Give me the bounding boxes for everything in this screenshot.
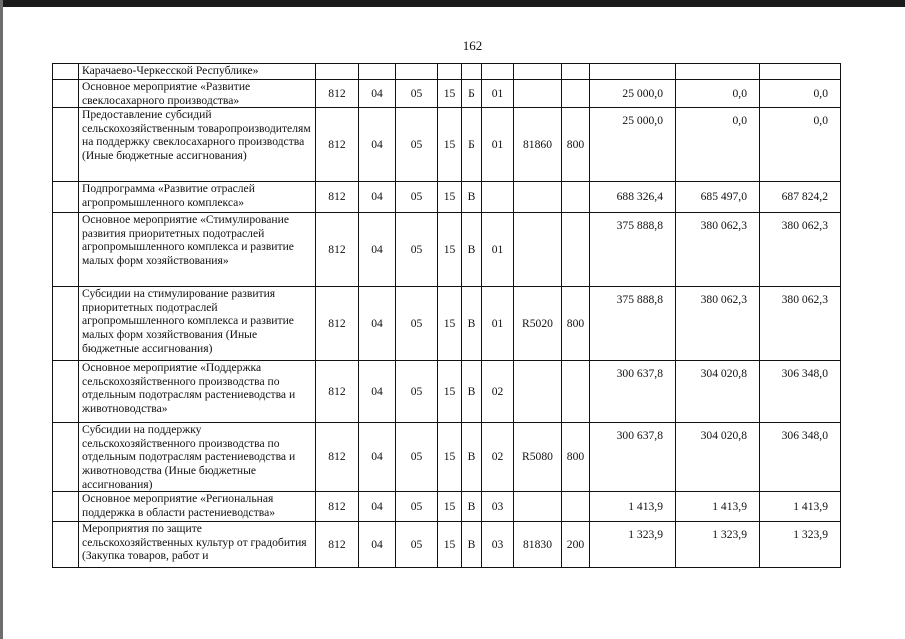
expense-code: 81830 <box>514 522 562 568</box>
ministry-code: 812 <box>316 423 359 492</box>
section-code: 04 <box>359 522 396 568</box>
page-number: 162 <box>462 38 483 53</box>
amount-year-3 <box>760 64 841 80</box>
row-margin-cell <box>53 423 79 492</box>
expense-type-code <box>562 492 590 522</box>
row-name: Основное мероприятие «Развитие свеклосахарного производства» <box>79 80 316 108</box>
section-code: 04 <box>359 361 396 423</box>
amount-year-1 <box>590 64 676 80</box>
subsection-code: 05 <box>396 492 438 522</box>
expense-type-code: 800 <box>562 108 590 182</box>
table-row <box>53 361 841 423</box>
scan-edge-left <box>0 0 3 639</box>
row-name: Основное мероприятие «Поддержка сельскохозяйственного производства по отдельным подотраслям растениеводства и животноводства» <box>79 361 316 423</box>
ministry-code: 812 <box>316 522 359 568</box>
subsection-code <box>396 64 438 80</box>
section-code: 04 <box>359 108 396 182</box>
program-code: 15 <box>438 80 462 108</box>
amount-year-1: 300 637,8 <box>590 423 676 492</box>
ministry-code <box>316 64 359 80</box>
subprogram-code: В <box>462 492 482 522</box>
amount-year-2: 685 497,0 <box>676 182 760 213</box>
event-code: 02 <box>482 423 514 492</box>
table-body <box>53 64 841 568</box>
program-code: 15 <box>438 182 462 213</box>
event-code: 03 <box>482 522 514 568</box>
subsection-code: 05 <box>396 423 438 492</box>
expense-code <box>514 80 562 108</box>
expense-type-code: 200 <box>562 522 590 568</box>
section-code: 04 <box>359 80 396 108</box>
amount-year-3: 380 062,3 <box>760 287 841 361</box>
ministry-code: 812 <box>316 213 359 287</box>
amount-year-3: 687 824,2 <box>760 182 841 213</box>
amount-year-1: 300 637,8 <box>590 361 676 423</box>
ministry-code: 812 <box>316 287 359 361</box>
subprogram-code <box>462 64 482 80</box>
subprogram-code: В <box>462 182 482 213</box>
table-row <box>53 287 841 361</box>
expense-code <box>514 182 562 213</box>
ministry-code: 812 <box>316 361 359 423</box>
amount-year-3: 1 413,9 <box>760 492 841 522</box>
event-code: 01 <box>482 108 514 182</box>
amount-year-1: 25 000,0 <box>590 80 676 108</box>
row-margin-cell <box>53 108 79 182</box>
amount-year-3: 306 348,0 <box>760 361 841 423</box>
row-margin-cell <box>53 287 79 361</box>
amount-year-2: 1 323,9 <box>676 522 760 568</box>
table-row <box>53 108 841 182</box>
row-margin-cell <box>53 80 79 108</box>
expense-code <box>514 492 562 522</box>
event-code: 01 <box>482 80 514 108</box>
row-name: Подпрограмма «Развитие отраслей агропромышленного комплекса» <box>79 182 316 213</box>
row-name: Основное мероприятие «Региональная поддержка в области растениеводства» <box>79 492 316 522</box>
subprogram-code: В <box>462 423 482 492</box>
expense-code <box>514 64 562 80</box>
scan-edge-top <box>0 0 905 7</box>
expense-code <box>514 213 562 287</box>
expense-code: 81860 <box>514 108 562 182</box>
event-code: 02 <box>482 361 514 423</box>
amount-year-2: 380 062,3 <box>676 287 760 361</box>
budget-table <box>52 63 841 568</box>
event-code: 01 <box>482 213 514 287</box>
table-row <box>53 423 841 492</box>
amount-year-3: 380 062,3 <box>760 213 841 287</box>
subprogram-code: В <box>462 287 482 361</box>
row-margin-cell <box>53 522 79 568</box>
event-code <box>482 64 514 80</box>
expense-type-code <box>562 64 590 80</box>
amount-year-1: 25 000,0 <box>590 108 676 182</box>
row-name: Карачаево-Черкесской Республике» <box>79 64 316 80</box>
section-code: 04 <box>359 492 396 522</box>
subsection-code: 05 <box>396 213 438 287</box>
expense-type-code <box>562 80 590 108</box>
row-name: Субсидии на поддержку сельскохозяйственного производства по отдельным подотраслям растениеводства и животноводства (Иные бюджетные ассигнования) <box>79 423 316 492</box>
expense-code: R5020 <box>514 287 562 361</box>
table-row <box>53 213 841 287</box>
amount-year-2: 0,0 <box>676 108 760 182</box>
amount-year-3: 0,0 <box>760 80 841 108</box>
row-name: Субсидии на стимулирование развития приоритетных подотраслей агропромышленного комплекса и развитие малых форм хозяйствования (Иные бюджетные ассигнования) <box>79 287 316 361</box>
section-code: 04 <box>359 423 396 492</box>
event-code: 03 <box>482 492 514 522</box>
expense-code: R5080 <box>514 423 562 492</box>
program-code: 15 <box>438 522 462 568</box>
section-code: 04 <box>359 213 396 287</box>
subsection-code: 05 <box>396 361 438 423</box>
ministry-code: 812 <box>316 182 359 213</box>
program-code <box>438 64 462 80</box>
amount-year-3: 0,0 <box>760 108 841 182</box>
program-code: 15 <box>438 108 462 182</box>
amount-year-2: 304 020,8 <box>676 361 760 423</box>
subsection-code: 05 <box>396 522 438 568</box>
table-row <box>53 182 841 213</box>
event-code <box>482 182 514 213</box>
ministry-code: 812 <box>316 80 359 108</box>
program-code: 15 <box>438 492 462 522</box>
row-margin-cell <box>53 64 79 80</box>
amount-year-2 <box>676 64 760 80</box>
amount-year-2: 1 413,9 <box>676 492 760 522</box>
subprogram-code: В <box>462 361 482 423</box>
subprogram-code: Б <box>462 80 482 108</box>
amount-year-3: 306 348,0 <box>760 423 841 492</box>
amount-year-1: 688 326,4 <box>590 182 676 213</box>
expense-type-code <box>562 182 590 213</box>
event-code: 01 <box>482 287 514 361</box>
subsection-code: 05 <box>396 182 438 213</box>
expense-type-code: 800 <box>562 287 590 361</box>
section-code <box>359 64 396 80</box>
expense-type-code <box>562 361 590 423</box>
subprogram-code: В <box>462 522 482 568</box>
row-margin-cell <box>53 492 79 522</box>
expense-type-code: 800 <box>562 423 590 492</box>
amount-year-3: 1 323,9 <box>760 522 841 568</box>
subsection-code: 05 <box>396 108 438 182</box>
row-margin-cell <box>53 182 79 213</box>
row-name: Основное мероприятие «Стимулирование развития приоритетных подотраслей агропромышленного комплекса и развитие малых форм хозяйствования» <box>79 213 316 287</box>
amount-year-1: 375 888,8 <box>590 213 676 287</box>
section-code: 04 <box>359 287 396 361</box>
expense-type-code <box>562 213 590 287</box>
table-row <box>53 492 841 522</box>
program-code: 15 <box>438 213 462 287</box>
subsection-code: 05 <box>396 80 438 108</box>
program-code: 15 <box>438 361 462 423</box>
amount-year-1: 375 888,8 <box>590 287 676 361</box>
table-row <box>53 80 841 108</box>
row-margin-cell <box>53 361 79 423</box>
amount-year-1: 1 323,9 <box>590 522 676 568</box>
amount-year-2: 0,0 <box>676 80 760 108</box>
amount-year-2: 304 020,8 <box>676 423 760 492</box>
program-code: 15 <box>438 423 462 492</box>
ministry-code: 812 <box>316 492 359 522</box>
subprogram-code: Б <box>462 108 482 182</box>
row-name: Предоставление субсидий сельскохозяйственным товаропроизводителям на поддержку свеклосахарного производства (Иные бюджетные ассигнования) <box>79 108 316 182</box>
ministry-code: 812 <box>316 108 359 182</box>
expense-code <box>514 361 562 423</box>
amount-year-1: 1 413,9 <box>590 492 676 522</box>
subprogram-code: В <box>462 213 482 287</box>
amount-year-2: 380 062,3 <box>676 213 760 287</box>
table-row <box>53 522 841 568</box>
section-code: 04 <box>359 182 396 213</box>
table-row <box>53 64 841 80</box>
row-name: Мероприятия по защите сельскохозяйственных культур от градобития (Закупка товаров, работ и <box>79 522 316 568</box>
row-margin-cell <box>53 213 79 287</box>
subsection-code: 05 <box>396 287 438 361</box>
program-code: 15 <box>438 287 462 361</box>
